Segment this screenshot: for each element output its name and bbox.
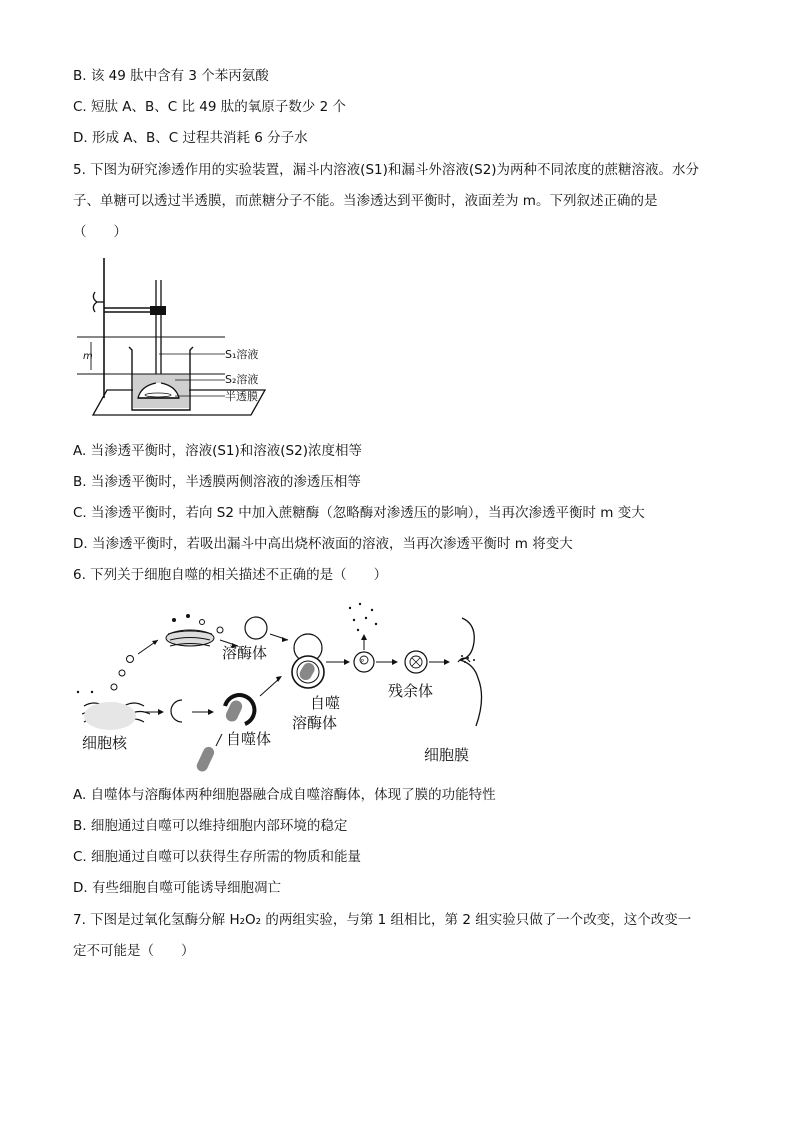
q6-option-c: C. 细胞通过自噬可以获得生存所需的物质和能量 <box>73 849 362 865</box>
q4-option-b: B. 该 49 肽中含有 3 个苯丙氨酸 <box>73 68 269 84</box>
label-autolysosome-line-1: 自噬 <box>310 694 341 712</box>
q7-stem-line-2: 定不可能是（ ） <box>73 943 195 959</box>
label-nucleus: 细胞核 <box>82 734 128 752</box>
q7-stem-line-1: 7. 下图是过氧化氢酶分解 H₂O₂ 的两组实验，与第 1 组相比，第 2 组实验只做了一个改变，这个改变一 <box>73 912 692 928</box>
label-lysosome: 溶酶体 <box>222 644 268 662</box>
q5-option-b: B. 当渗透平衡时，半透膜两侧溶液的渗透压相等 <box>73 474 361 490</box>
q6-stem: 6. 下列关于细胞自噬的相关描述不正确的是（ ） <box>73 567 388 583</box>
label-cell-membrane: 细胞膜 <box>424 746 470 764</box>
q5-option-d: D. 当渗透平衡时，若吸出漏斗中高出烧杯液面的溶液，当再次渗透平衡时 m 将变大 <box>73 536 573 552</box>
label-s1-solution: S₁溶液 <box>225 348 259 361</box>
label-m: m <box>83 351 93 362</box>
q6-option-b: B. 细胞通过自噬可以维持细胞内部环境的稳定 <box>73 818 348 834</box>
q6-option-d: D. 有些细胞自噬可能诱导细胞凋亡 <box>73 880 281 896</box>
q5-option-c: C. 当渗透平衡时，若向 S2 中加入蔗糖酶（忽略酶对渗透压的影响），当再次渗透平衡时 m 变大 <box>73 505 645 521</box>
golgi-shape <box>166 614 223 646</box>
q5-option-a: A. 当渗透平衡时，溶液(S1)和溶液(S2)浓度相等 <box>73 443 362 459</box>
osmosis-apparatus-figure <box>75 250 315 430</box>
label-residual-body: 残余体 <box>388 682 434 700</box>
label-autophagosome: 自噬体 <box>226 730 272 748</box>
q4-option-c: C. 短肽 A、B、C 比 49 肽的氧原子数少 2 个 <box>73 99 346 115</box>
autophagy-figure <box>70 596 510 776</box>
label-autolysosome-line-2: 溶酶体 <box>292 714 338 732</box>
svg-text:P: P <box>361 659 365 665</box>
nucleus-er-shape <box>82 702 150 730</box>
q4-option-d: D. 形成 A、B、C 过程共消耗 6 分子水 <box>73 130 308 146</box>
label-semipermeable-membrane: 半透膜 <box>225 390 258 403</box>
q5-stem-line-1: 5. 下图为研究渗透作用的实验装置，漏斗内溶液(S1)和漏斗外溶液(S2)为两种不同浓度的蔗糖溶液。水分 <box>73 162 700 178</box>
label-s2-solution: S₂溶液 <box>225 373 259 386</box>
q5-stem-line-3: （ ） <box>73 224 127 240</box>
q6-option-a: A. 自噬体与溶酶体两种细胞器融合成自噬溶酶体，体现了膜的功能特性 <box>73 787 496 803</box>
q5-stem-line-2: 子、单糖可以透过半透膜，而蔗糖分子不能。当渗透达到平衡时，液面差为 m。下列叙述正确的是 <box>73 193 658 209</box>
